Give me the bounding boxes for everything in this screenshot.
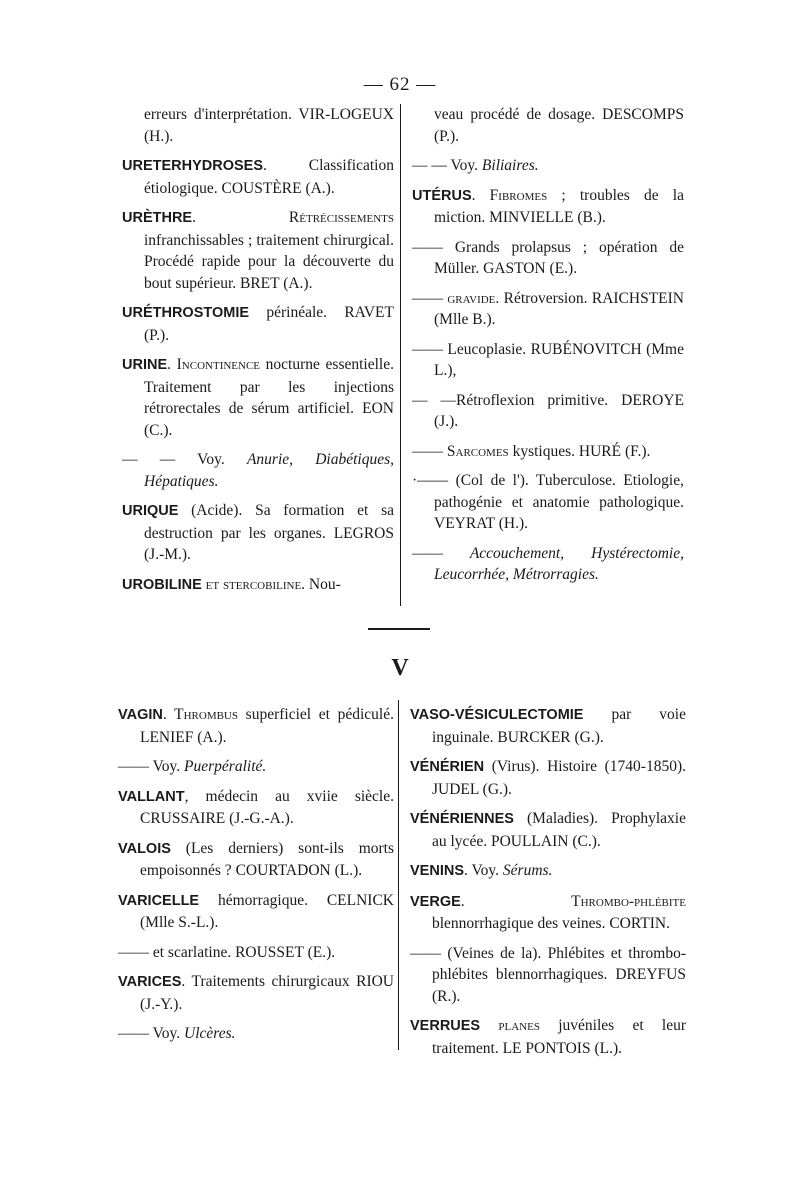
- ditto-dash: ——: [412, 238, 443, 256]
- index-entry: [122, 302, 394, 346]
- cross-reference: Anurie, Diabétiques, Hépatiques.: [144, 451, 394, 490]
- entry-text: par voie inguinale. BURCKER (G.).: [432, 706, 686, 746]
- index-entry-continuation: [412, 104, 684, 147]
- index-entry: [118, 890, 394, 934]
- entry-subheading: . Thrombo-phlébite: [460, 892, 686, 910]
- cross-reference: Biliaires.: [481, 157, 539, 174]
- cross-reference: Accouchement, Hystérectomie, Leucorrhée, Métrorragies.: [434, 544, 684, 583]
- entry-heading: URETERHYDROSES: [122, 158, 263, 174]
- entry-text: (Les derniers) sont-ils morts empoisonnés ? COURTADON (L.).: [140, 839, 394, 879]
- entry-subheading: . Thrombus: [162, 706, 238, 723]
- entry-heading: VENINS: [410, 863, 464, 879]
- index-entry: [412, 185, 684, 229]
- entry-heading: VARICELLE: [118, 892, 200, 909]
- entry-subheading: Sarcomes: [443, 442, 509, 460]
- entry-text: Grands prolapsus ; opération de Müller. GASTON (E.).: [434, 238, 684, 277]
- column-divider: [398, 700, 399, 1050]
- index-entry: [122, 207, 394, 294]
- entry-text: hémorragique. CELNICK (Mlle S.-L.).: [140, 891, 394, 931]
- entry-text: . Rétroversion. RAICHSTEIN (Mlle B.).: [434, 289, 685, 328]
- entry-text: juvéniles et leur traitement. LE PONTOIS (L.).: [432, 1017, 687, 1057]
- entry-text: . Nou-: [301, 575, 341, 593]
- entry-heading: VAGIN: [118, 707, 163, 723]
- entry-text: infranchissables ; traitement chirurgical. Procédé rapide pour la découverte du bout supérieur. BRET (A.).: [144, 231, 394, 292]
- index-entry: [118, 786, 394, 830]
- entry-text: . Classification étiologique. COUSTÈRE (A.).: [144, 157, 394, 197]
- index-entry: [410, 704, 686, 748]
- entry-text: ; troubles de la miction. MINVIELLE (B.).: [434, 186, 684, 226]
- entry-text: blennorrhagique des veines. CORTIN.: [432, 915, 670, 932]
- index-entry: [410, 943, 686, 1008]
- index-entry: [412, 339, 684, 382]
- entry-text: Leucoplasie. RUBÉNOVITCH (Mme L.),: [434, 340, 684, 379]
- index-entry: [412, 390, 684, 433]
- page-number: — 62 —: [363, 74, 437, 95]
- entry-heading: VERRUES: [410, 1018, 481, 1034]
- index-entry: [122, 155, 394, 199]
- index-entry: [122, 574, 394, 597]
- entry-subheading: planes: [480, 1017, 540, 1034]
- entry-text: Voy.: [175, 451, 247, 468]
- index-entry: [122, 354, 394, 441]
- entry-text: et scarlatine. ROUSSET (E.).: [149, 943, 336, 961]
- ditto-dash: — —: [122, 451, 176, 468]
- entry-subheading: et stercobiline: [201, 575, 302, 593]
- cross-reference: Sérums.: [502, 862, 553, 879]
- entry-heading: VALOIS: [118, 840, 171, 857]
- index-entry-see-also: [118, 1023, 394, 1045]
- index-entry: [412, 441, 684, 463]
- index-entry-continuation: [122, 104, 394, 147]
- index-column-u-right: [412, 104, 684, 594]
- column-divider: [400, 104, 401, 606]
- ditto-dash: — —: [412, 391, 457, 409]
- entry-text: Rétroflexion primitive. DEROYE (J.).: [434, 391, 684, 430]
- index-entry: [118, 942, 394, 964]
- entry-heading: VALLANT: [118, 788, 185, 805]
- index-entry: [410, 891, 686, 935]
- index-entry: [412, 288, 684, 331]
- entry-heading: UROBILINE: [122, 576, 202, 593]
- entry-text: . Traitements chirurgicaux RIOU (J.-Y.).: [140, 973, 394, 1013]
- index-entry: [410, 756, 686, 800]
- index-entry-see-also: [412, 543, 684, 586]
- cross-reference: Puerpéralité.: [184, 758, 267, 775]
- entry-text: périnéale. RAVET (P.).: [144, 304, 394, 344]
- entry-heading: URÉTHROSTOMIE: [122, 305, 250, 321]
- index-entry-see-also: [410, 860, 686, 883]
- entry-heading: URIQUE: [122, 503, 179, 519]
- entry-heading: VERGE: [410, 893, 461, 910]
- entry-subheading: . Incontinence: [167, 356, 261, 373]
- entry-subheading: . Fibromes: [471, 186, 548, 204]
- index-entry: [412, 470, 684, 535]
- entry-text: (Veines de la). Phlébites et thrombo-phlébites blennorrhagiques. DREYFUS (R.).: [432, 944, 686, 1005]
- index-entry: [410, 808, 686, 852]
- ditto-dash: ——: [118, 943, 149, 961]
- index-entry: [410, 1015, 686, 1059]
- entry-text: , médecin au xviie siècle. CRUSSAIRE (J.-G.-A.).: [140, 787, 394, 827]
- entry-text: . Voy.: [464, 862, 503, 879]
- ditto-dash: ——: [412, 289, 443, 307]
- ditto-dash: ——: [118, 1025, 149, 1042]
- index-column-u-left: [122, 104, 394, 604]
- entry-text: veau procédé de dosage. DESCOMPS (P.).: [434, 106, 684, 145]
- entry-text: Voy.: [149, 758, 185, 775]
- index-entry-see-also: [118, 756, 394, 778]
- entry-text: erreurs d'interprétation. VIR-LOGEUX (H.).: [144, 106, 394, 145]
- ditto-dash: ——: [410, 944, 441, 962]
- entry-text: (Maladies). Prophylaxie au lycée. POULLAIN (C.).: [432, 810, 686, 850]
- entry-text: superficiel et pédiculé. LENIEF (A.).: [140, 706, 394, 746]
- entry-subheading: . Rétrécissements: [192, 209, 394, 226]
- index-entry: [122, 500, 394, 566]
- entry-heading: VÉNÉRIENNES: [410, 811, 514, 827]
- index-entry: [118, 971, 394, 1015]
- entry-heading: VARICES: [118, 974, 182, 990]
- entry-text: (Col de l'). Tuberculose. Etiologie, pathogénie et anatomie pathologique. VEYRAT (H.).: [434, 472, 684, 532]
- entry-heading: UTÉRUS: [412, 187, 472, 204]
- index-entry-see-also: [122, 449, 394, 492]
- entry-text: (Acide). Sa formation et sa destruction par les organes. LEGROS (J.-M.).: [144, 502, 394, 563]
- entry-subheading: gravide: [443, 289, 496, 307]
- entry-text: kystiques. HURÉ (F.).: [508, 442, 651, 460]
- cross-reference: Ulcères.: [184, 1025, 236, 1042]
- ditto-dash: ·——: [412, 472, 449, 489]
- entry-text: nocturne essentielle. Traitement par les injections rétrorectales de sérum artificiel. EON (C.).: [144, 356, 394, 439]
- section-letter: V: [391, 655, 409, 681]
- ditto-dash: ——: [118, 758, 149, 775]
- index-column-v-left: [118, 704, 394, 1053]
- index-entry: [118, 838, 394, 882]
- index-entry-see-also: [412, 155, 684, 177]
- entry-heading: URÈTHRE: [122, 210, 193, 226]
- ditto-dash: ——: [412, 544, 443, 562]
- entry-text: Voy.: [446, 157, 482, 174]
- entry-heading: URINE: [122, 357, 168, 373]
- entry-text: Voy.: [149, 1025, 185, 1042]
- entry-heading: VASO-VÉSICULECTOMIE: [410, 707, 584, 723]
- ditto-dash: — —: [412, 157, 447, 174]
- index-column-v-right: [410, 704, 686, 1067]
- ditto-dash: ——: [412, 340, 443, 358]
- index-entry: [118, 704, 394, 748]
- section-rule: [368, 628, 430, 630]
- ditto-dash: ——: [412, 442, 443, 460]
- entry-heading: VÉNÉRIEN: [410, 759, 485, 775]
- entry-text: (Virus). Histoire (1740-1850). JUDEL (G.).: [432, 758, 686, 798]
- index-entry: [412, 237, 684, 280]
